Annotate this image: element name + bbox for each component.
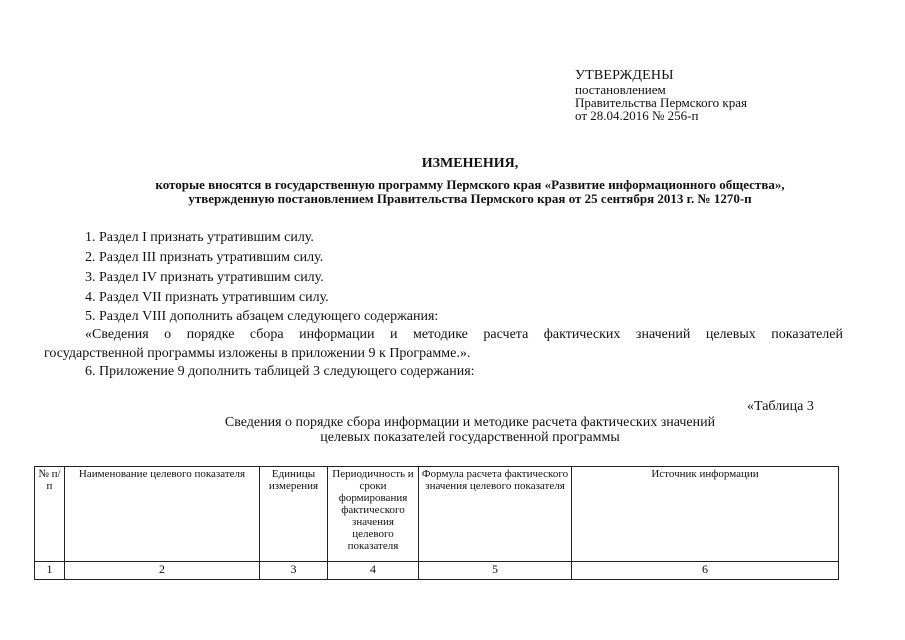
info-table <box>34 466 839 580</box>
item-5: 5. Раздел VIII дополнить абзацем следующего содержания: <box>85 309 439 324</box>
approval-line-3: Правительства Пермского края <box>575 95 747 110</box>
document-subtitle-line-2: утвержденную постановлением Правительства Пермского края от 25 сентября 2013 г. № 1270-п <box>188 191 752 206</box>
header-number: № п/п <box>35 467 65 562</box>
header-periodicity: Периодичность и сроки формирования фактического значения целевого показателя <box>328 467 419 562</box>
item-4: 4. Раздел VII признать утратившим силу. <box>85 290 329 305</box>
header-formula: Формула расчета фактического значения целевого показателя <box>419 467 572 562</box>
table-reference: «Таблица 3 <box>747 399 814 414</box>
cell-col-4: 4 <box>328 562 419 580</box>
header-indicator-name: Наименование целевого показателя <box>65 467 260 562</box>
item-1: 1. Раздел I признать утратившим силу. <box>85 230 314 245</box>
item-6: 6. Приложение 9 дополнить таблицей 3 следующего содержания: <box>85 364 475 379</box>
table-caption-line-2: целевых показателей государственной программы <box>320 430 620 445</box>
cell-col-5: 5 <box>419 562 572 580</box>
document-subtitle-line-1: которые вносятся в государственную программу Пермского края «Развитие информационного общества», <box>155 177 785 192</box>
approval-block <box>575 68 747 122</box>
cell-col-2: 2 <box>65 562 260 580</box>
cell-col-3: 3 <box>260 562 328 580</box>
approval-line-4: от 28.04.2016 № 256-п <box>575 108 699 123</box>
table-row <box>35 562 839 580</box>
cell-col-1: 1 <box>35 562 65 580</box>
item-2: 2. Раздел III признать утратившим силу. <box>85 250 324 265</box>
cell-col-6: 6 <box>572 562 839 580</box>
quote-line-2: государственной программы изложены в приложении 9 к Программе.». <box>44 346 471 361</box>
approval-line-2: постановлением <box>575 82 666 97</box>
header-source: Источник информации <box>572 467 839 562</box>
approval-line-1: УТВЕРЖДЕНЫ <box>575 68 674 83</box>
item-3: 3. Раздел IV признать утратившим силу. <box>85 270 324 285</box>
quote-line-1: «Сведения о порядке сбора информации и методике расчета фактических значений целевых показателей <box>85 327 843 342</box>
header-units: Единицы измерения <box>260 467 328 562</box>
table-header-row <box>35 467 839 562</box>
document-title: ИЗМЕНЕНИЯ, <box>421 156 519 171</box>
table-caption-line-1: Сведения о порядке сбора информации и методике расчета фактических значений <box>224 415 716 430</box>
